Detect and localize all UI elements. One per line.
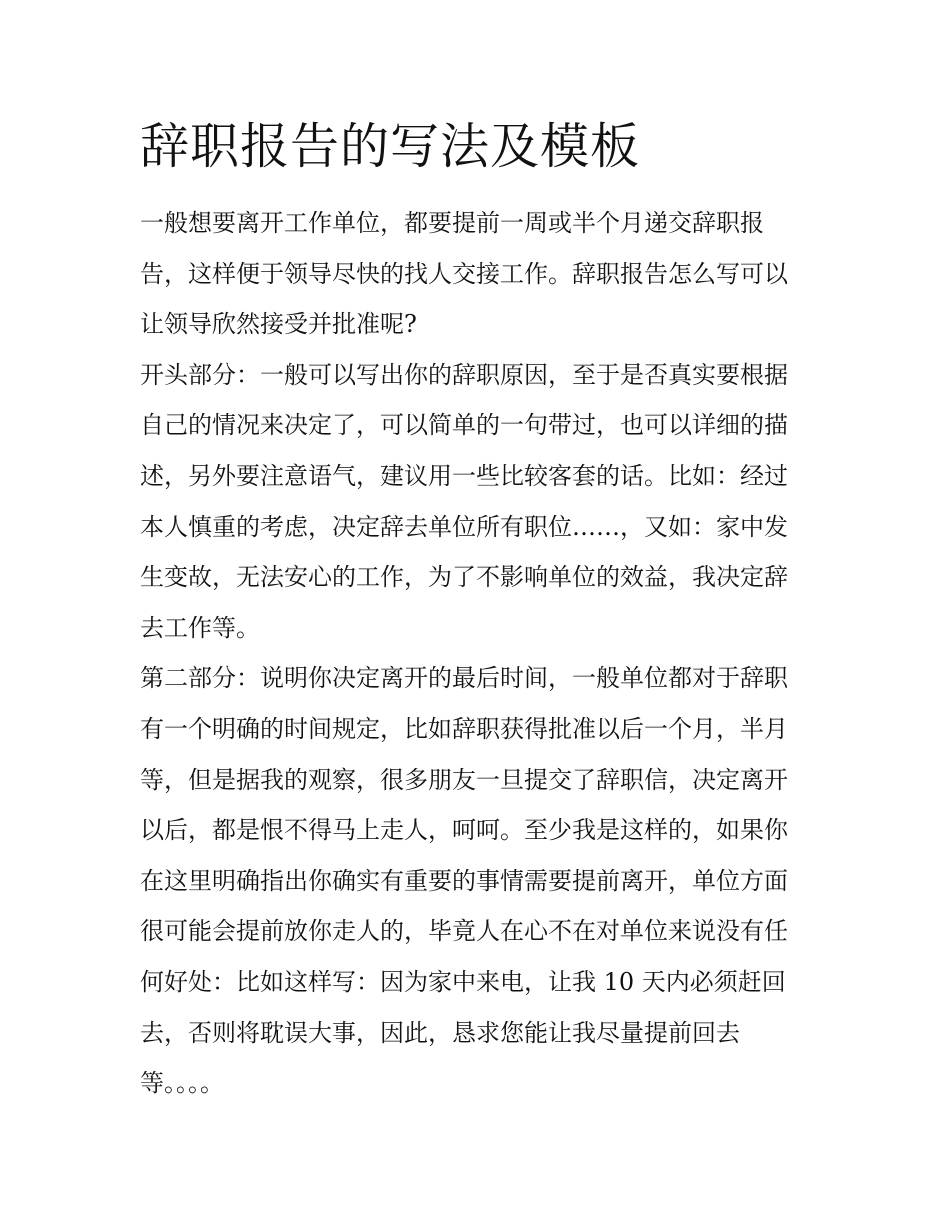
text-line: 何好处：比如这样写：因为家中来电，让我 10 天内必须赶回 — [140, 967, 786, 996]
text-line: 很可能会提前放你走人的，毕竟人在心不在对单位来说没有任 — [140, 917, 788, 946]
text-line: 本人慎重的考虑，决定辞去单位所有职位……，又如：家中发 — [140, 512, 788, 541]
paragraph-second-section — [140, 653, 812, 1108]
text-line: 等，但是据我的观察，很多朋友一旦提交了辞职信，决定离开 — [140, 765, 788, 794]
paragraph-opening-section — [140, 350, 812, 654]
paragraph-intro — [140, 198, 812, 350]
text-line: 以后，都是恨不得马上走人，呵呵。至少我是这样的，如果你 — [140, 816, 788, 845]
text-line: 告，这样便于领导尽快的找人交接工作。辞职报告怎么写可以 — [140, 259, 788, 288]
text-line: 一般想要离开工作单位，都要提前一周或半个月递交辞职报 — [140, 209, 764, 237]
text-line: 去工作等。 — [140, 613, 260, 642]
text-line: 自己的情况来决定了，可以简单的一句带过，也可以详细的描 — [140, 411, 788, 440]
text-line: 去，否则将耽误大事，因此，恳求您能让我尽量提前回去 — [140, 1018, 740, 1047]
text-line: 让领导欣然接受并批准呢? — [140, 310, 417, 339]
text-line: 在这里明确指出你确实有重要的事情需要提前离开，单位方面 — [140, 866, 788, 895]
text-line: 开头部分：一般可以写出你的辞职原因，至于是否真实要根据 — [140, 360, 788, 389]
text-line: 有一个明确的时间规定，比如辞职获得批准以后一个月，半月 — [140, 714, 788, 743]
text-line: 述，另外要注意语气，建议用一些比较客套的话。比如：经过 — [140, 461, 788, 490]
document-title: 辞职报告的写法及模板 — [140, 118, 641, 175]
document-page — [140, 112, 812, 1109]
text-line: 等。。。。 — [140, 1069, 224, 1098]
text-line: 生变故，无法安心的工作，为了不影响单位的效益，我决定辞 — [140, 563, 788, 592]
text-line: 第二部分：说明你决定离开的最后时间，一般单位都对于辞职 — [140, 664, 788, 693]
